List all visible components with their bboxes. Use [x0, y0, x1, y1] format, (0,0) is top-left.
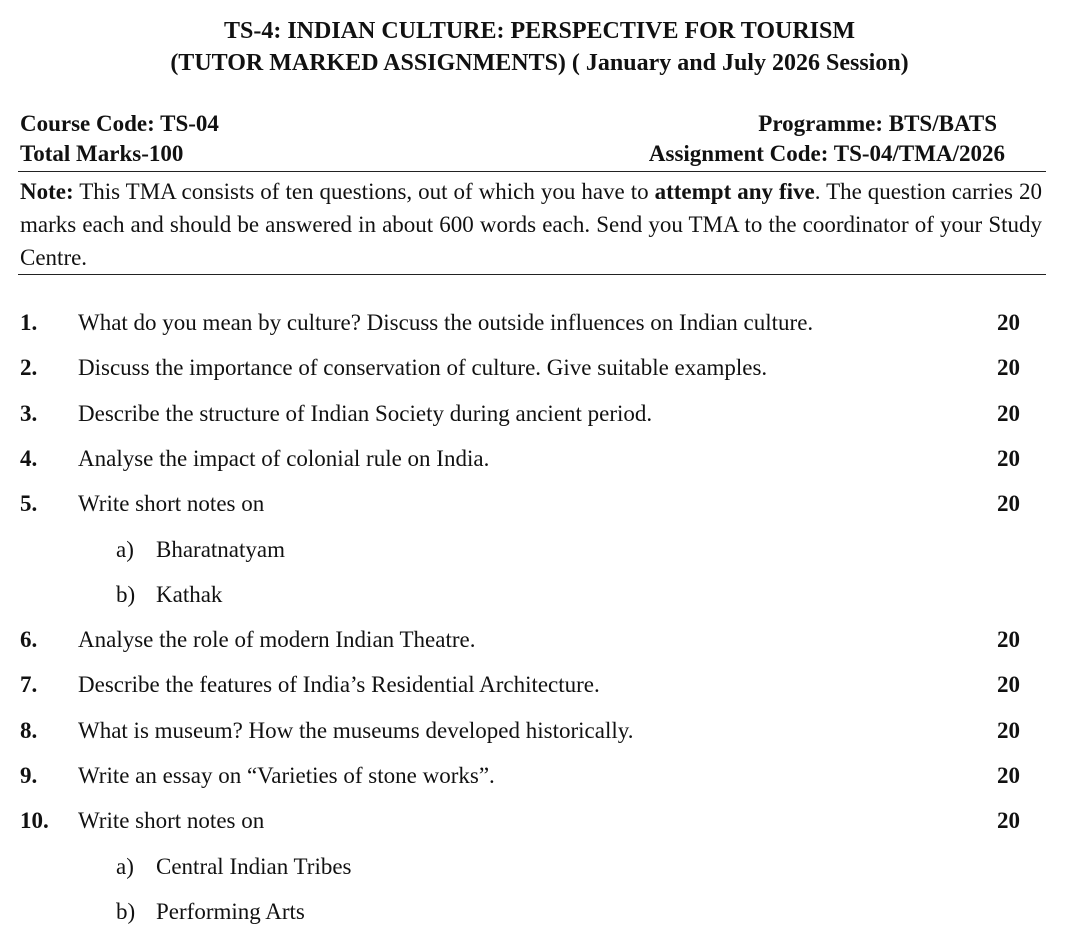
question-number: 8. — [20, 718, 38, 743]
question-marks: 20 — [997, 808, 1020, 833]
document-subtitle: (TUTOR MARKED ASSIGNMENTS) ( January and July 2026 Session) — [170, 50, 909, 76]
question-number: 7. — [20, 672, 38, 697]
sub-question-label: a) — [116, 854, 134, 879]
sub-question-label: a) — [116, 537, 134, 562]
question-number: 5. — [20, 491, 38, 516]
question-text: Describe the features of India’s Residential Architecture. — [78, 672, 600, 697]
question-text: What do you mean by culture? Discuss the outside influences on Indian culture. — [78, 310, 814, 335]
note-divider — [18, 274, 1046, 275]
programme: Programme: BTS/BATS — [758, 111, 997, 136]
question-marks: 20 — [997, 672, 1020, 697]
sub-question-text: Bharatnatyam — [156, 537, 286, 562]
question-marks: 20 — [997, 627, 1020, 652]
question-number: 9. — [20, 763, 38, 788]
question-marks: 20 — [997, 446, 1020, 471]
question-marks: 20 — [997, 718, 1020, 743]
question-text: Write short notes on — [78, 808, 265, 833]
question-marks: 20 — [997, 310, 1020, 335]
question-number: 3. — [20, 401, 38, 426]
question-marks: 20 — [997, 401, 1020, 426]
question-text: What is museum? How the museums developed historically. — [78, 718, 634, 743]
note-text-1: This TMA consists of ten questions, out of which you have to — [73, 179, 655, 204]
course-code: Course Code: TS-04 — [20, 111, 219, 136]
sub-question — [116, 536, 285, 564]
assignment-code: Assignment Code: TS-04/TMA/2026 — [648, 141, 1005, 166]
sub-question-text: Kathak — [156, 582, 223, 607]
document-title: TS-4: INDIAN CULTURE: PERSPECTIVE FOR TOURISM — [224, 18, 855, 44]
total-marks: Total Marks-100 — [20, 141, 184, 166]
header-divider — [18, 171, 1046, 172]
sub-question — [116, 581, 222, 609]
question-number: 1. — [20, 310, 38, 335]
question-number: 6. — [20, 627, 38, 652]
question-text: Describe the structure of Indian Society during ancient period. — [78, 401, 653, 426]
question-text: Write short notes on — [78, 491, 265, 516]
question-text: Analyse the impact of colonial rule on India. — [78, 446, 490, 471]
sub-question — [116, 853, 352, 881]
question-number: 2. — [20, 355, 38, 380]
question-text: Discuss the importance of conservation of culture. Give suitable examples. — [78, 355, 768, 380]
sub-question — [116, 898, 305, 926]
question-marks: 20 — [997, 491, 1020, 516]
note-text-2: . The question carries 20 marks each and should be answered in about 600 words each. Send you TMA to the coordinator of your Study Centre. — [20, 179, 1042, 270]
instructions-note — [20, 175, 1042, 274]
sub-question-text: Performing Arts — [156, 899, 305, 924]
question-marks: 20 — [997, 355, 1020, 380]
question-text: Write an essay on “Varieties of stone works”. — [78, 763, 495, 788]
question-number: 10. — [20, 808, 49, 833]
sub-question-label: b) — [116, 899, 136, 924]
note-label: Note: — [20, 179, 74, 204]
note-emphasis: attempt any five — [654, 179, 815, 204]
question-number: 4. — [20, 446, 38, 471]
sub-question-text: Central Indian Tribes — [156, 854, 352, 879]
question-marks: 20 — [997, 763, 1020, 788]
sub-question-label: b) — [116, 582, 136, 607]
question-text: Analyse the role of modern Indian Theatre. — [78, 627, 476, 652]
